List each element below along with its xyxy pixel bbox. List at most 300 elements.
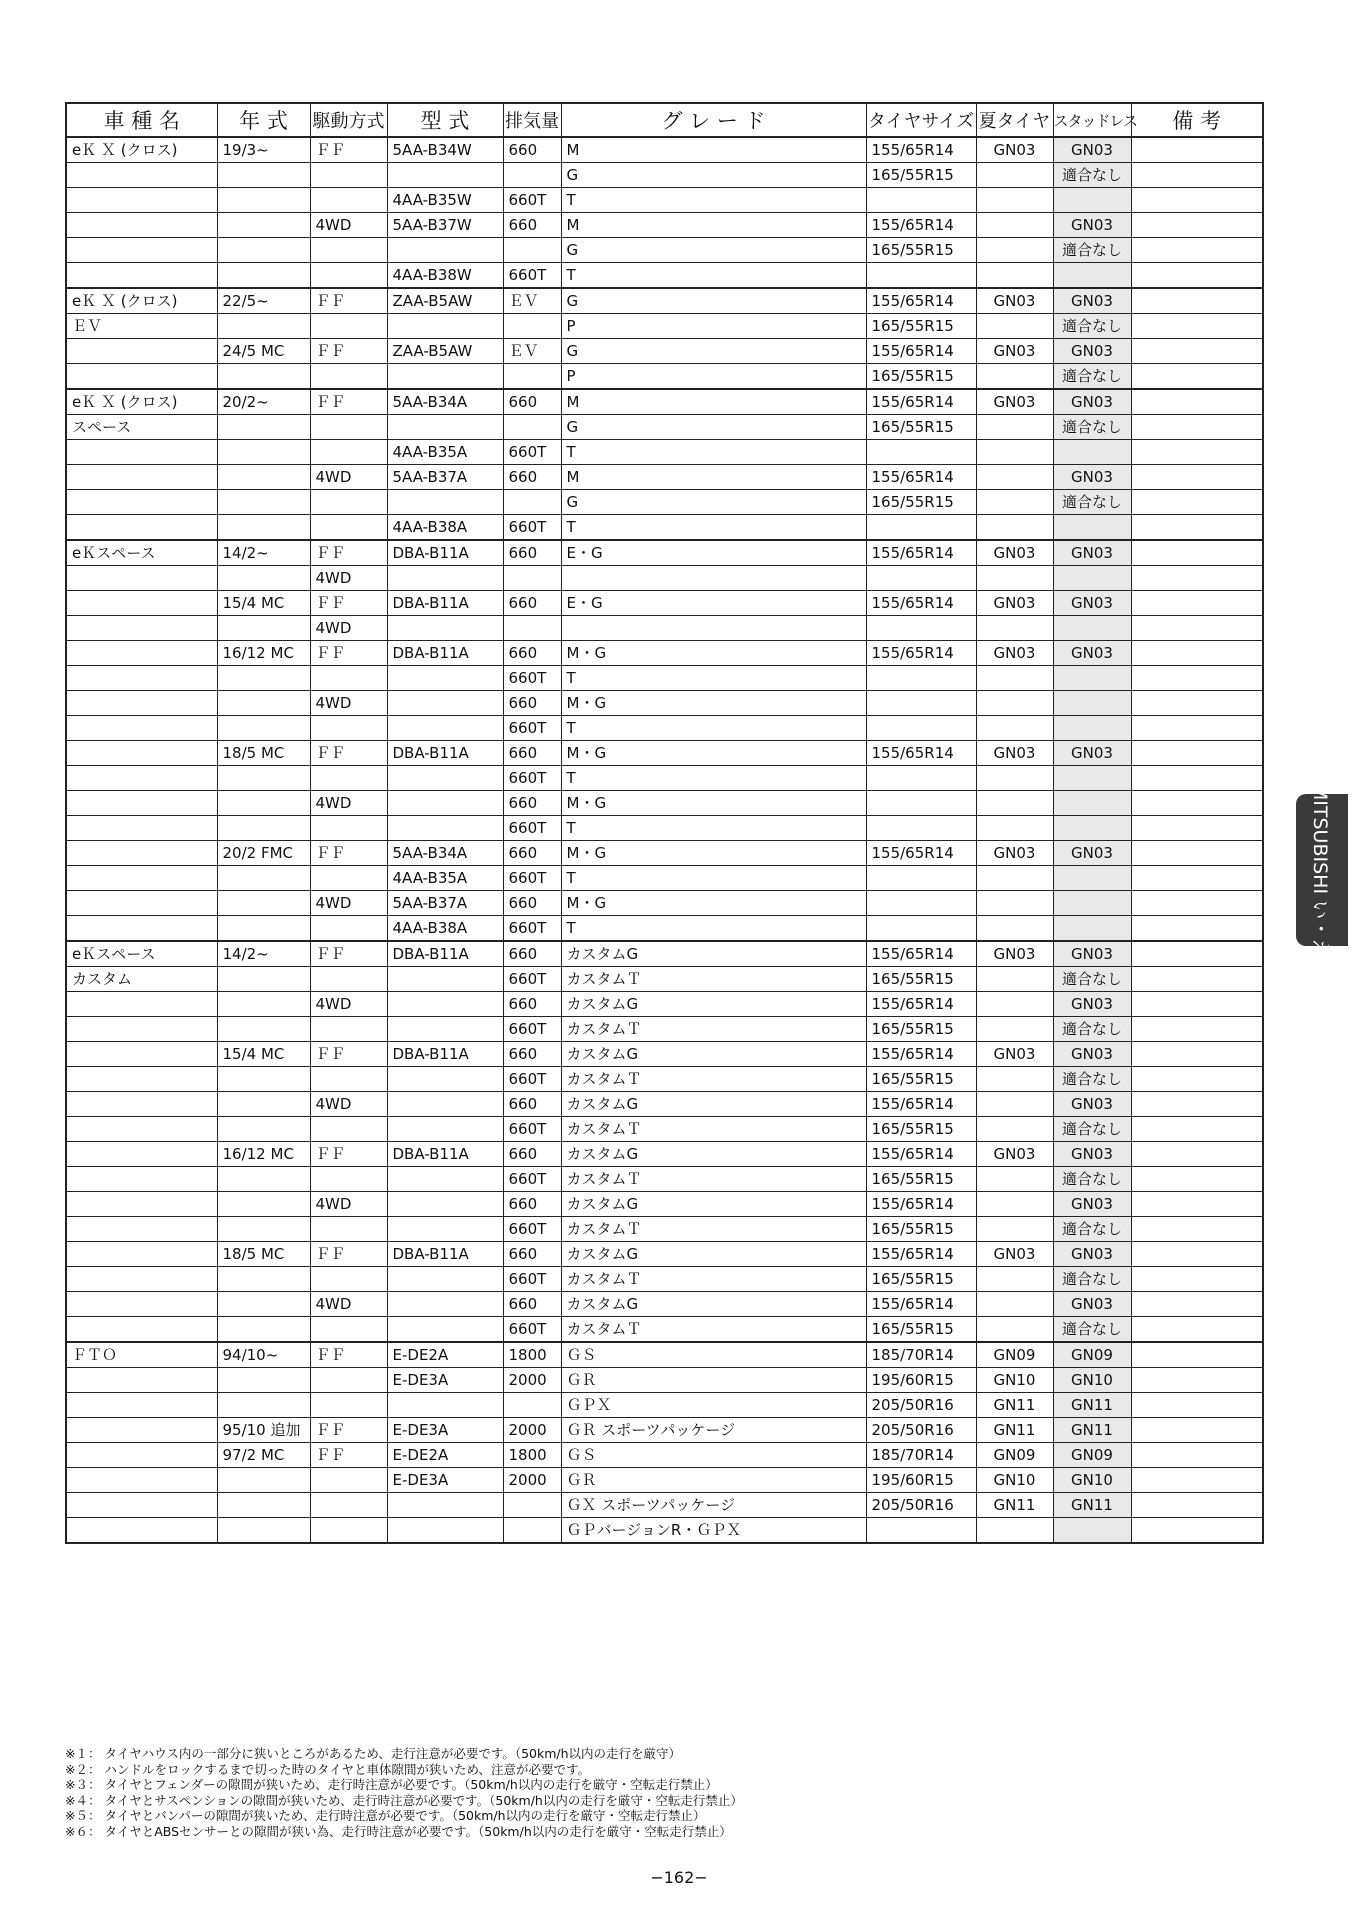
table-row [66,364,1263,390]
table-row [66,490,1263,515]
cell-year: 20/2 FMC [217,841,310,866]
cell-tire-size: 205/50R16 [866,1418,976,1443]
cell-summer-tire: GN03 [976,137,1053,163]
cell-year [217,1092,310,1117]
cell-model [66,1393,217,1418]
cell-grade: M [561,465,866,490]
cell-displacement: 660 [503,941,561,967]
cell-type [387,1217,503,1242]
cell-tire-size: 195/60R15 [866,1468,976,1493]
cell-studless: GN11 [1053,1393,1131,1418]
cell-year [217,1017,310,1042]
cell-type: ZAA-B5AW [387,339,503,364]
cell-displacement: 660T [503,1267,561,1292]
cell-grade: カスタムG [561,1092,866,1117]
cell-drive: ＦＦ [310,137,387,163]
cell-year: 14/2~ [217,941,310,967]
cell-model [66,163,217,188]
cell-year [217,916,310,942]
cell-displacement: 660 [503,992,561,1017]
cell-drive: 4WD [310,1092,387,1117]
cell-drive [310,716,387,741]
cell-model [66,1017,217,1042]
table-row [66,967,1263,992]
cell-drive [310,1518,387,1544]
cell-drive: ＦＦ [310,641,387,666]
cell-studless: GN03 [1053,1142,1131,1167]
cell-year: 95/10 追加 [217,1418,310,1443]
cell-tire-size: 165/55R15 [866,967,976,992]
cell-year [217,766,310,791]
cell-remarks [1131,288,1263,314]
cell-type [387,691,503,716]
table-row [66,314,1263,339]
cell-displacement: 660 [503,1292,561,1317]
cell-model [66,1493,217,1518]
cell-year [217,1368,310,1393]
cell-displacement: 660T [503,666,561,691]
cell-type [387,616,503,641]
cell-type: DBA-B11A [387,1242,503,1267]
cell-year: 24/5 MC [217,339,310,364]
cell-model [66,616,217,641]
cell-tire-size [866,666,976,691]
cell-type [387,1167,503,1192]
cell-summer-tire: GN11 [976,1393,1053,1418]
cell-summer-tire: GN03 [976,1142,1053,1167]
table-row [66,791,1263,816]
cell-tire-size: 165/55R15 [866,1267,976,1292]
cell-summer-tire [976,465,1053,490]
cell-summer-tire [976,1167,1053,1192]
cell-year [217,238,310,263]
cell-summer-tire [976,314,1053,339]
cell-remarks [1131,716,1263,741]
cell-summer-tire: GN03 [976,339,1053,364]
cell-drive: 4WD [310,465,387,490]
cell-displacement: 660T [503,1167,561,1192]
cell-grade: E・G [561,591,866,616]
cell-model [66,515,217,541]
cell-remarks [1131,1092,1263,1117]
cell-summer-tire [976,1092,1053,1117]
cell-type: 5AA-B34A [387,841,503,866]
cell-type: 4AA-B38W [387,263,503,289]
cell-remarks [1131,1317,1263,1343]
cell-drive [310,263,387,289]
cell-tire-size: 155/65R14 [866,1192,976,1217]
cell-tire-size [866,515,976,541]
cell-displacement [503,1393,561,1418]
cell-tire-size [866,691,976,716]
cell-summer-tire: GN10 [976,1468,1053,1493]
cell-remarks [1131,314,1263,339]
table-row [66,263,1263,289]
cell-type: 4AA-B38A [387,916,503,942]
cell-studless: 適合なし [1053,1317,1131,1343]
table-row [66,188,1263,213]
cell-tire-size [866,440,976,465]
cell-type [387,415,503,440]
cell-drive: 4WD [310,1292,387,1317]
cell-displacement: 660T [503,916,561,942]
cell-displacement: 660 [503,1042,561,1067]
cell-remarks [1131,1142,1263,1167]
cell-grade [561,616,866,641]
cell-studless [1053,515,1131,541]
cell-summer-tire [976,1117,1053,1142]
cell-tire-size: 155/65R14 [866,389,976,415]
cell-summer-tire [976,188,1053,213]
cell-summer-tire: GN11 [976,1493,1053,1518]
side-tab-kana: い・え [1309,899,1332,957]
cell-displacement: 2000 [503,1468,561,1493]
cell-type: E-DE2A [387,1342,503,1368]
cell-tire-size: 165/55R15 [866,1117,976,1142]
cell-model: スペース [66,415,217,440]
cell-displacement: 660 [503,591,561,616]
cell-grade: カスタムＴ [561,1067,866,1092]
cell-model [66,440,217,465]
cell-grade: カスタムＴ [561,1017,866,1042]
table-row [66,1418,1263,1443]
cell-summer-tire [976,515,1053,541]
cell-summer-tire [976,716,1053,741]
cell-remarks [1131,339,1263,364]
cell-tire-size [866,1518,976,1544]
cell-tire-size: 155/65R14 [866,339,976,364]
cell-studless: 適合なし [1053,163,1131,188]
table-row [66,1142,1263,1167]
cell-model [66,1217,217,1242]
cell-summer-tire [976,490,1053,515]
cell-remarks [1131,415,1263,440]
cell-summer-tire [976,616,1053,641]
header-displacement: 排気量 [503,103,561,137]
cell-drive: ＦＦ [310,540,387,566]
cell-grade: ＧＳ [561,1443,866,1468]
table-row [66,866,1263,891]
cell-remarks [1131,490,1263,515]
cell-type [387,992,503,1017]
cell-remarks [1131,1217,1263,1242]
cell-studless: GN11 [1053,1493,1131,1518]
header-summer-tire: 夏タイヤ [976,103,1053,137]
cell-type [387,766,503,791]
table-row [66,1067,1263,1092]
cell-studless: GN03 [1053,992,1131,1017]
footnote: ※３： タイヤとフェンダーの隙間が狭いため、走行時注意が必要です。（50km/h以内の走行を厳守・空転走行禁止） [65,1777,718,1792]
cell-drive [310,1017,387,1042]
table-row [66,891,1263,916]
cell-year [217,1192,310,1217]
cell-tire-size: 205/50R16 [866,1393,976,1418]
cell-year: 14/2~ [217,540,310,566]
cell-grade: G [561,238,866,263]
cell-tire-size [866,188,976,213]
cell-grade: ＧＲ [561,1368,866,1393]
cell-tire-size [866,616,976,641]
cell-model [66,866,217,891]
cell-remarks [1131,841,1263,866]
cell-year: 16/12 MC [217,641,310,666]
cell-drive: ＦＦ [310,1443,387,1468]
cell-type [387,1092,503,1117]
cell-remarks [1131,1067,1263,1092]
cell-model [66,490,217,515]
cell-type [387,1017,503,1042]
cell-type: 5AA-B37A [387,465,503,490]
table-row [66,389,1263,415]
cell-model [66,1418,217,1443]
cell-model: eＫスペース [66,941,217,967]
cell-displacement [503,415,561,440]
cell-remarks [1131,389,1263,415]
cell-type [387,967,503,992]
cell-displacement [503,163,561,188]
cell-displacement: 660 [503,213,561,238]
cell-year [217,440,310,465]
cell-studless [1053,566,1131,591]
cell-drive [310,188,387,213]
cell-displacement: ＥＶ [503,339,561,364]
cell-type: 5AA-B34A [387,389,503,415]
cell-tire-size: 165/55R15 [866,238,976,263]
cell-grade: T [561,766,866,791]
cell-type: ZAA-B5AW [387,288,503,314]
cell-tire-size: 165/55R15 [866,1217,976,1242]
cell-grade: T [561,716,866,741]
cell-displacement: 1800 [503,1342,561,1368]
cell-summer-tire [976,691,1053,716]
cell-remarks [1131,1443,1263,1468]
cell-type: E-DE2A [387,1443,503,1468]
cell-grade: ＧＲ [561,1468,866,1493]
cell-drive [310,440,387,465]
cell-model: eＫ Ｘ (クロス) [66,389,217,415]
cell-type [387,716,503,741]
cell-model: eＫスペース [66,540,217,566]
table-row [66,213,1263,238]
cell-type: DBA-B11A [387,741,503,766]
cell-grade: ＧＲ スポーツパッケージ [561,1418,866,1443]
cell-summer-tire [976,213,1053,238]
cell-drive [310,1117,387,1142]
cell-displacement: 660T [503,967,561,992]
table-row [66,1267,1263,1292]
cell-drive [310,1217,387,1242]
cell-model [66,1092,217,1117]
cell-remarks [1131,1493,1263,1518]
cell-studless: GN03 [1053,540,1131,566]
cell-displacement: 660T [503,440,561,465]
cell-drive [310,1317,387,1343]
cell-summer-tire: GN03 [976,1242,1053,1267]
cell-studless [1053,716,1131,741]
cell-grade: カスタムG [561,1292,866,1317]
cell-summer-tire [976,967,1053,992]
cell-grade: ＧＰバージョンR・ＧＰＸ [561,1518,866,1544]
cell-model [66,238,217,263]
footnote: ※６： タイヤとABSセンサーとの隙間が狭い為、走行時注意が必要です。（50km/h以内の走行を厳守・空転走行禁止） [65,1823,732,1839]
cell-year [217,1493,310,1518]
cell-grade: G [561,339,866,364]
cell-drive [310,967,387,992]
table-row [66,238,1263,263]
cell-displacement [503,616,561,641]
table-row [66,1292,1263,1317]
cell-model [66,816,217,841]
cell-grade: G [561,163,866,188]
cell-drive [310,1368,387,1393]
table-row [66,465,1263,490]
cell-type: DBA-B11A [387,540,503,566]
cell-grade: T [561,515,866,541]
cell-year [217,1267,310,1292]
cell-year [217,716,310,741]
cell-remarks [1131,1117,1263,1142]
cell-displacement: 660T [503,188,561,213]
cell-remarks [1131,766,1263,791]
cell-tire-size: 155/65R14 [866,213,976,238]
cell-year [217,1317,310,1343]
cell-grade: カスタムＴ [561,1167,866,1192]
cell-grade: カスタムG [561,941,866,967]
cell-year [217,616,310,641]
cell-studless: GN03 [1053,339,1131,364]
cell-grade: カスタムG [561,1242,866,1267]
cell-year [217,364,310,390]
cell-drive [310,916,387,942]
table-row [66,841,1263,866]
table-row [66,666,1263,691]
cell-type: DBA-B11A [387,1142,503,1167]
header-model: 車 種 名 [66,103,217,137]
cell-type [387,490,503,515]
cell-remarks [1131,1418,1263,1443]
cell-model [66,1117,217,1142]
cell-tire-size: 165/55R15 [866,1017,976,1042]
cell-drive [310,1468,387,1493]
cell-drive: ＦＦ [310,1142,387,1167]
cell-remarks [1131,137,1263,163]
cell-studless: 適合なし [1053,1067,1131,1092]
cell-model [66,1067,217,1092]
cell-type: DBA-B11A [387,941,503,967]
cell-displacement [503,314,561,339]
cell-drive [310,163,387,188]
cell-grade: カスタムＴ [561,1317,866,1343]
cell-displacement: 660 [503,691,561,716]
cell-grade: M・G [561,891,866,916]
cell-year [217,566,310,591]
cell-model: eＫ Ｘ (クロス) [66,288,217,314]
table-row [66,288,1263,314]
cell-tire-size: 155/65R14 [866,1242,976,1267]
cell-summer-tire: GN11 [976,1418,1053,1443]
table-row [66,1493,1263,1518]
header-remarks: 備 考 [1131,103,1263,137]
cell-drive: ＦＦ [310,841,387,866]
cell-drive [310,1067,387,1092]
cell-studless [1053,816,1131,841]
table-row [66,741,1263,766]
cell-summer-tire [976,263,1053,289]
cell-type [387,566,503,591]
cell-grade: T [561,916,866,942]
cell-studless [1053,188,1131,213]
cell-studless: 適合なし [1053,238,1131,263]
cell-model [66,591,217,616]
cell-remarks [1131,591,1263,616]
table-row [66,515,1263,541]
cell-summer-tire [976,791,1053,816]
cell-studless: 適合なし [1053,1267,1131,1292]
brand-side-tab [1296,783,1348,957]
header-studless: スタッドレス [1053,103,1131,137]
cell-summer-tire [976,1317,1053,1343]
cell-remarks [1131,566,1263,591]
cell-drive: ＦＦ [310,1242,387,1267]
cell-grade: P [561,364,866,390]
cell-tire-size: 155/65R14 [866,992,976,1017]
cell-tire-size [866,263,976,289]
table-row [66,641,1263,666]
cell-remarks [1131,1518,1263,1544]
cell-summer-tire: GN03 [976,540,1053,566]
cell-drive: ＦＦ [310,288,387,314]
cell-grade: T [561,188,866,213]
page-number: −162− [650,1868,708,1887]
cell-tire-size: 165/55R15 [866,163,976,188]
cell-year: 22/5~ [217,288,310,314]
cell-displacement: 660 [503,1192,561,1217]
cell-type: E-DE3A [387,1418,503,1443]
cell-studless: GN03 [1053,465,1131,490]
cell-type: DBA-B11A [387,591,503,616]
cell-tire-size [866,716,976,741]
cell-year [217,666,310,691]
cell-model [66,339,217,364]
cell-model: ＦＴＯ [66,1342,217,1368]
cell-year [217,992,310,1017]
cell-model [66,1242,217,1267]
cell-grade: T [561,666,866,691]
header-tire-size: タイヤサイズ [866,103,976,137]
cell-summer-tire: GN03 [976,641,1053,666]
cell-year: 15/4 MC [217,591,310,616]
cell-drive [310,415,387,440]
cell-studless [1053,440,1131,465]
cell-studless [1053,766,1131,791]
cell-grade: カスタムG [561,992,866,1017]
cell-year [217,1393,310,1418]
cell-type [387,666,503,691]
cell-summer-tire [976,666,1053,691]
cell-drive [310,238,387,263]
cell-grade: M [561,213,866,238]
cell-year [217,691,310,716]
cell-remarks [1131,741,1263,766]
cell-drive: 4WD [310,791,387,816]
cell-model [66,1042,217,1067]
table-row [66,591,1263,616]
cell-drive: ＦＦ [310,339,387,364]
cell-displacement: 2000 [503,1418,561,1443]
cell-displacement [503,1518,561,1544]
table-row [66,691,1263,716]
cell-grade: カスタムG [561,1042,866,1067]
